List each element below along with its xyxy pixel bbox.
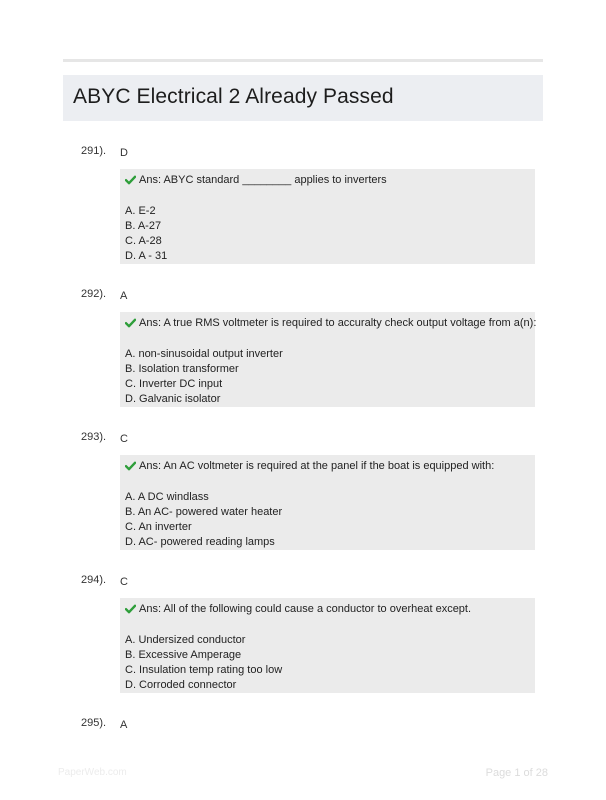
question-box: [120, 312, 535, 407]
option-a: A. Undersized conductor: [125, 634, 246, 646]
option-d: D. A - 31: [125, 250, 168, 262]
options-list: [125, 347, 283, 407]
option-a: A. non-sinusoidal output inverter: [125, 348, 283, 360]
check-icon: [125, 461, 136, 471]
question-row: [125, 174, 387, 186]
option-a: A. E-2: [125, 205, 156, 217]
footer-watermark: PaperWeb.com: [58, 767, 127, 778]
option-b: B. Isolation transformer: [125, 363, 239, 375]
option-b: B. A-27: [125, 220, 162, 232]
option-c: C. An inverter: [125, 521, 192, 533]
options-list: [125, 633, 282, 693]
check-icon: [125, 175, 136, 185]
option-a: A. A DC windlass: [125, 491, 209, 503]
question-text: Ans: ABYC standard ________ applies to inverters: [139, 174, 387, 186]
answer-letter: A: [120, 290, 128, 302]
page-title: ABYC Electrical 2 Already Passed: [73, 85, 394, 108]
option-c: C. Insulation temp rating too low: [125, 664, 283, 676]
option-c: C. A-28: [125, 235, 162, 247]
check-icon: [125, 604, 136, 614]
answer-letter: D: [120, 147, 128, 159]
question-row: [125, 317, 536, 329]
option-b: B. Excessive Amperage: [125, 649, 242, 661]
question-text: Ans: An AC voltmeter is required at the panel if the boat is equipped with:: [139, 460, 495, 472]
question-text: Ans: A true RMS voltmeter is required to accuralty check output voltage from a(n):: [139, 317, 537, 329]
option-c: C. Inverter DC input: [125, 378, 223, 390]
answer-letter: A: [120, 719, 128, 731]
question-row: [125, 460, 494, 472]
answer-letter: C: [120, 576, 128, 588]
question-number: 292).: [81, 288, 107, 300]
option-d: D. Corroded connector: [125, 679, 237, 691]
question-number: 295).: [81, 717, 107, 729]
question-row: [125, 603, 471, 615]
check-icon: [125, 318, 136, 328]
question-number: 294).: [81, 574, 107, 586]
question-number: 291).: [81, 145, 107, 157]
question-box: [120, 455, 535, 550]
page-counter: Page 1 of 28: [485, 767, 548, 779]
option-d: D. Galvanic isolator: [125, 393, 221, 405]
question-box: [120, 598, 535, 693]
question-text: Ans: All of the following could cause a conductor to overheat except.: [139, 603, 472, 615]
option-b: B. An AC- powered water heater: [125, 506, 283, 518]
option-d: D. AC- powered reading lamps: [125, 536, 275, 548]
options-list: [125, 204, 167, 264]
options-list: [125, 490, 282, 550]
question-box: [120, 169, 535, 264]
top-divider: [63, 59, 543, 62]
question-number: 293).: [81, 431, 107, 443]
title-bar: [63, 75, 543, 121]
answer-letter: C: [120, 433, 128, 445]
